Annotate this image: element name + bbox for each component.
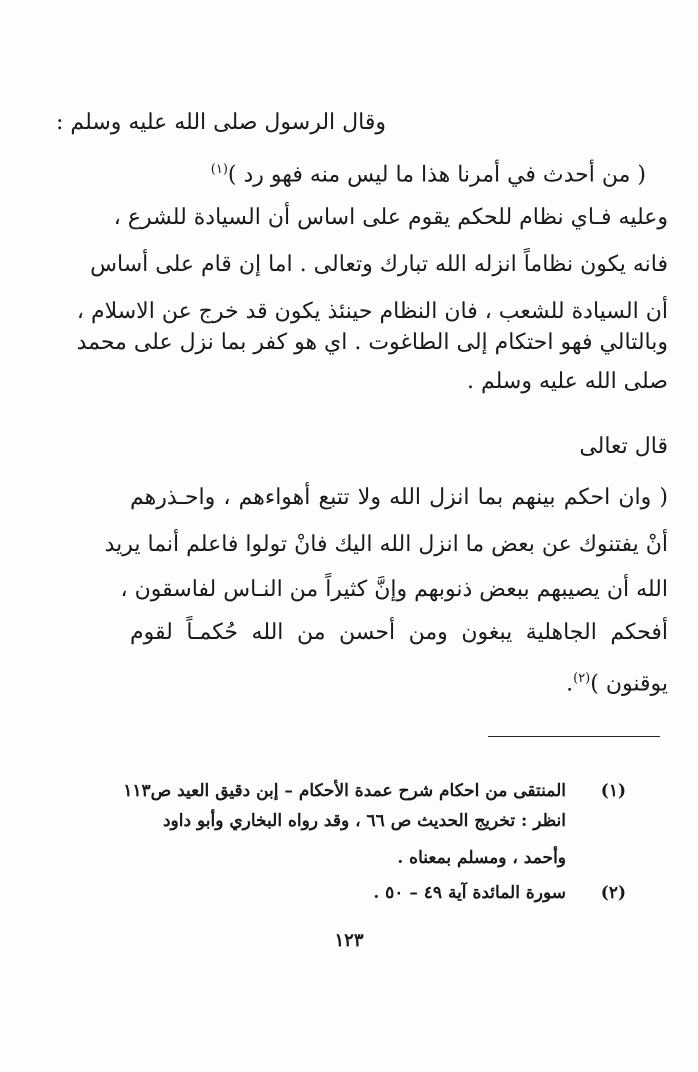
hadith-text-line bbox=[211, 155, 646, 190]
hadith-intro: وقال الرسول صلى الله عليه وسلم : bbox=[56, 110, 386, 135]
footnote-line: المنتقى من احكام شرح عمدة الأحكام – إبن دقيق العيد ص١١٣ bbox=[123, 781, 566, 801]
quran-footnote-ref: (٢) bbox=[573, 671, 591, 686]
paragraph-line: أن السيادة للشعب ، فان النظام حينئذ يكون قد خرج عن الاسلام ، bbox=[76, 299, 668, 324]
footnote-marker: (١) bbox=[600, 781, 626, 801]
footnote-line: وأحمد ، ومسلم بمعناه . bbox=[397, 848, 566, 868]
hadith-text: ( من أحدث في أمرنا هذا ما ليس منه فهو رد ) bbox=[227, 162, 646, 188]
quran-intro: قال تعالى bbox=[579, 434, 668, 459]
hadith-footnote-ref: (١) bbox=[210, 162, 228, 177]
footnote-line: انظر : تخريج الحديث ص ٦٦ ، وقد رواه البخاري وأبو داود bbox=[162, 811, 566, 831]
paragraph-line: وعليه فـاي نظام للحكم يقوم على اساس أن السيادة للشرع ، bbox=[113, 205, 668, 230]
page-number: ١٢٣ bbox=[334, 930, 364, 951]
quran-line: يوقنون ) bbox=[590, 671, 668, 697]
quran-line-last bbox=[566, 664, 668, 699]
footnote-marker: (٢) bbox=[600, 883, 626, 903]
footnote-line: سورة المائدة آية ٤٩ – ٥٠ . bbox=[373, 883, 566, 903]
quran-line: أنْ يفتنوك عن بعض ما انزل الله اليك فانْ تولوا فاعلم أنما يريد bbox=[104, 532, 668, 557]
quran-line: أفحكم الجاهلية يبغون ومن أحسن من الله حُكمـاً لقوم bbox=[130, 620, 668, 645]
paragraph-line: وبالتالي فهو احتكام إلى الطاغوت . اي هو كفر بما نزل على محمد bbox=[76, 330, 668, 355]
paragraph-line: فانه يكون نظاماً انزله الله تبارك وتعالى . اما إن قام على أساس bbox=[90, 252, 668, 277]
quran-line: الله أن يصيبهم ببعض ذنوبهم وإنَّ كثيراً من النـاس لفاسقون ، bbox=[120, 577, 668, 602]
paragraph-line: صلى الله عليه وسلم . bbox=[467, 369, 668, 394]
footnote-separator bbox=[488, 736, 660, 737]
quran-line: ( وان احكم بينهم بما انزل الله ولا تتبع أهواءهم ، واحـذرهم bbox=[130, 485, 668, 510]
quran-end-mark: . bbox=[566, 671, 574, 697]
